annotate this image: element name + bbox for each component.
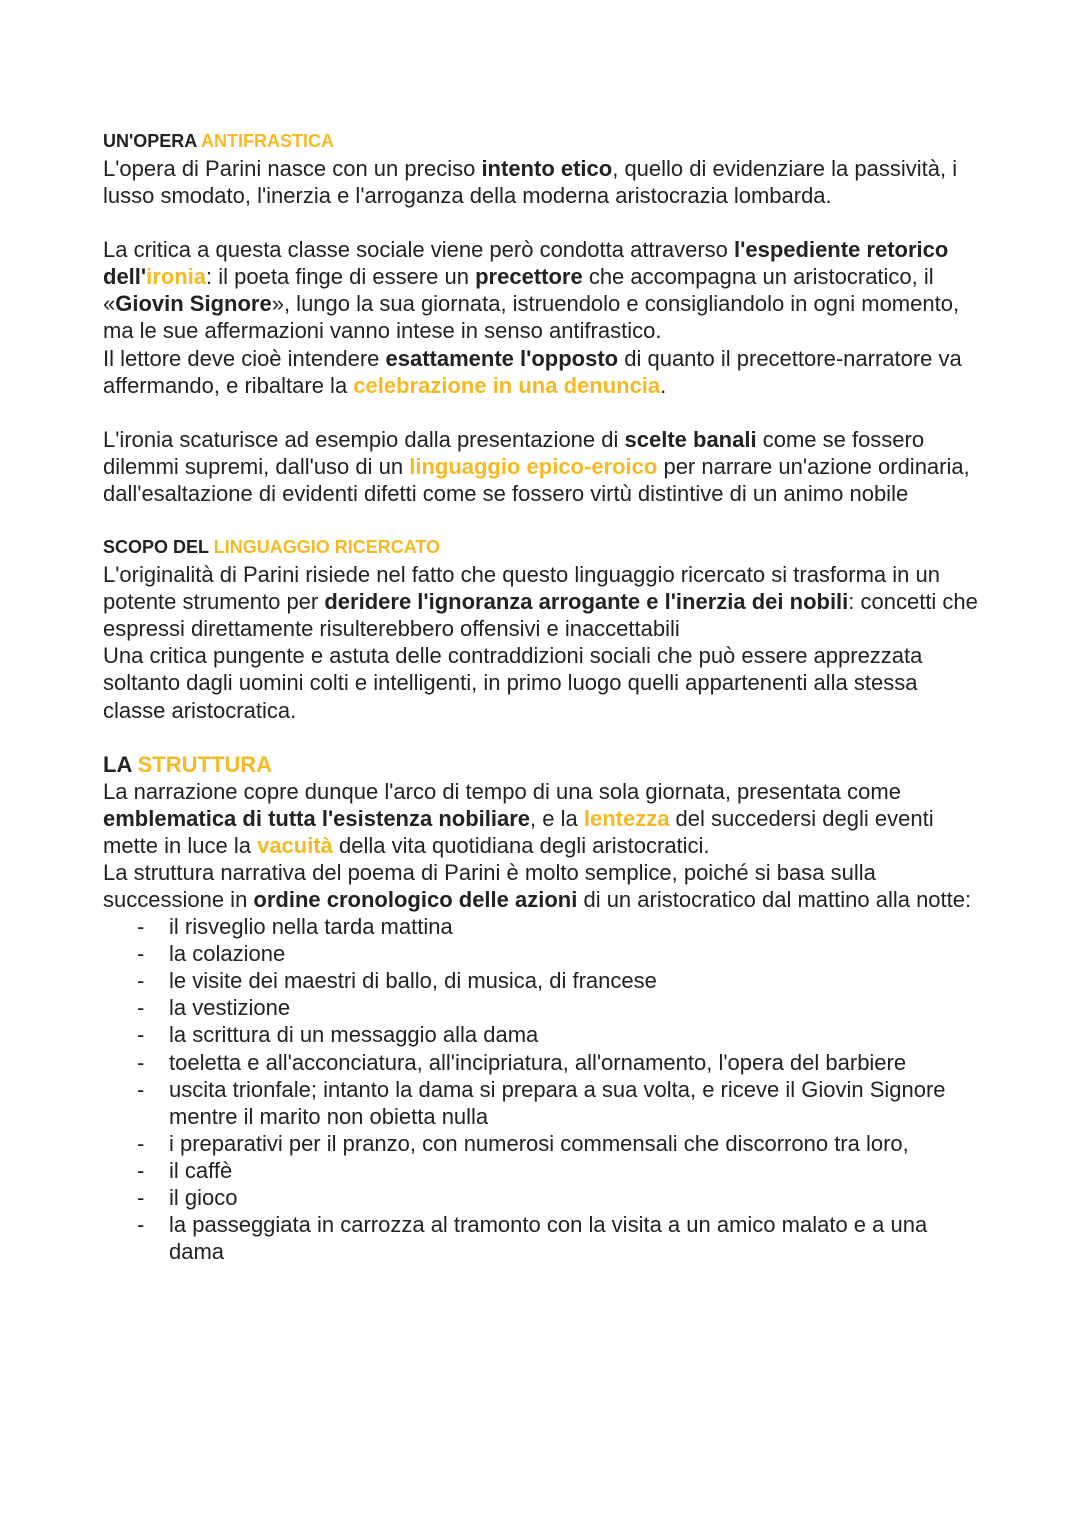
list-item: - uscita trionfale; intanto la dama si prepara a sua volta, e riceve il Giovin Signore mentre il marito non obietta nulla [137, 1076, 983, 1130]
paragraph [103, 778, 983, 859]
text: La critica a questa classe sociale viene però condotta attraverso [103, 237, 735, 263]
bold-text: esattamente l'opposto [385, 345, 619, 371]
heading-text: LA [103, 751, 138, 777]
paragraph [103, 236, 983, 344]
bold-text: intento etico [481, 156, 613, 181]
text: potente strumento per [103, 589, 325, 615]
list-item: - la vestizione [137, 994, 983, 1021]
text: : concetti che espressi direttamente risulterebbero offensivi e inaccettabili [103, 589, 978, 642]
text: La narrazione copre dunque l'arco di tempo di una sola giornata, presentata come [103, 778, 901, 804]
bold-text: deridere l'ignoranza arrogante e l'inerzia dei nobili [324, 589, 849, 615]
text: L'ironia scaturisce ad esempio dalla presentazione di [103, 426, 625, 452]
paragraph [103, 426, 983, 507]
text: . [660, 372, 667, 398]
bold-text: l'espediente retorico dell' [103, 237, 949, 290]
heading-highlight: ANTIFRASTICA [200, 131, 334, 151]
text: La struttura narrativa del poema di Parini è molto semplice, poiché si basa sulla successione in [103, 859, 876, 912]
text: L'opera di Parini nasce con un preciso [103, 156, 482, 181]
text: per narrare un'azione ordinaria, dall'esaltazione di evidenti difetti come se fossero virtù distintive di un animo nobile [103, 453, 970, 506]
highlight-text: linguaggio epico-eroico [409, 453, 658, 479]
text: », lungo la sua giornata, istruendolo e consigliandolo in ogni momento, ma le sue affermazioni vanno intese in senso antifrastico. [103, 291, 960, 344]
paragraph: Una critica pungente e astuta delle contraddizioni sociali che può essere apprezzata soltanto dagli uomini colti e intelligenti, in primo luogo quelli appartenenti alla stessa classe aristocratica. [103, 643, 923, 723]
heading-highlight: LINGUAGGIO RICERCATO [213, 537, 441, 558]
heading-text: UN'OPERA [103, 131, 201, 151]
list-item: - i preparativi per il pranzo, con numerosi commensali che discorrono tra loro, [137, 1130, 983, 1157]
list-item: - toeletta e all'acconciatura, all'incipriatura, all'ornamento, l'opera del barbiere [137, 1049, 983, 1076]
list-item: - la scrittura di un messaggio alla dama [137, 1021, 983, 1048]
text: che accompagna un aristocratico, il « [103, 264, 934, 317]
list-item: - le visite dei maestri di ballo, di musica, di francese [137, 967, 983, 994]
text: , e la [530, 805, 584, 831]
list-item: - il caffè [137, 1157, 983, 1184]
paragraph [103, 345, 983, 399]
day-sequence-list [103, 913, 983, 1265]
document-page [103, 128, 983, 1265]
text: come se fossero dilemmi supremi, dall'uso di un [103, 426, 925, 479]
heading-text: SCOPO DEL [103, 537, 214, 558]
list-item: - la passeggiata in carrozza al tramonto con la visita a un amico malato e a una dama [137, 1211, 983, 1265]
text: , quello di evidenziare la passività, i lusso smodato, l'inerzia e l'arroganza della moderna aristocrazia lombarda. [103, 156, 958, 209]
bold-text: emblematica di tutta l'esistenza nobiliare [103, 805, 531, 831]
highlight-text: celebrazione in una denuncia [353, 372, 661, 398]
highlight-text: vacuità [257, 832, 333, 858]
bold-text: scelte banali [624, 426, 757, 452]
paragraph [103, 155, 983, 209]
text: L'originalità di Parini risiede nel fatto che questo linguaggio ricercato si trasforma in un [103, 562, 940, 588]
text: del succedersi degli eventi mette in luce la [103, 805, 934, 858]
section-heading-linguaggio [103, 534, 983, 561]
list-item: - il gioco [137, 1184, 983, 1211]
bold-text: precettore [475, 264, 583, 290]
heading-highlight: STRUTTURA [137, 751, 273, 777]
text: : il poeta finge di essere un [206, 264, 476, 290]
text: di un aristocratico dal mattino alla notte: [577, 886, 972, 912]
text: della vita quotidiana degli aristocratici. [332, 832, 710, 858]
paragraph [103, 561, 983, 642]
section-heading-struttura [103, 751, 983, 778]
paragraph [103, 859, 983, 913]
section-heading-antifrastica [103, 128, 983, 155]
text: Il lettore deve cioè intendere [103, 345, 386, 371]
bold-text: Giovin Signore [115, 291, 272, 317]
list-item: - il risveglio nella tarda mattina [137, 913, 983, 940]
text: di quanto il precettore-narratore va affermando, e ribaltare la [103, 345, 962, 398]
list-item: - la colazione [137, 940, 983, 967]
bold-text: ordine cronologico delle azioni [253, 886, 578, 912]
highlight-text: lentezza [583, 805, 670, 831]
highlight-text: ironia [146, 264, 207, 290]
